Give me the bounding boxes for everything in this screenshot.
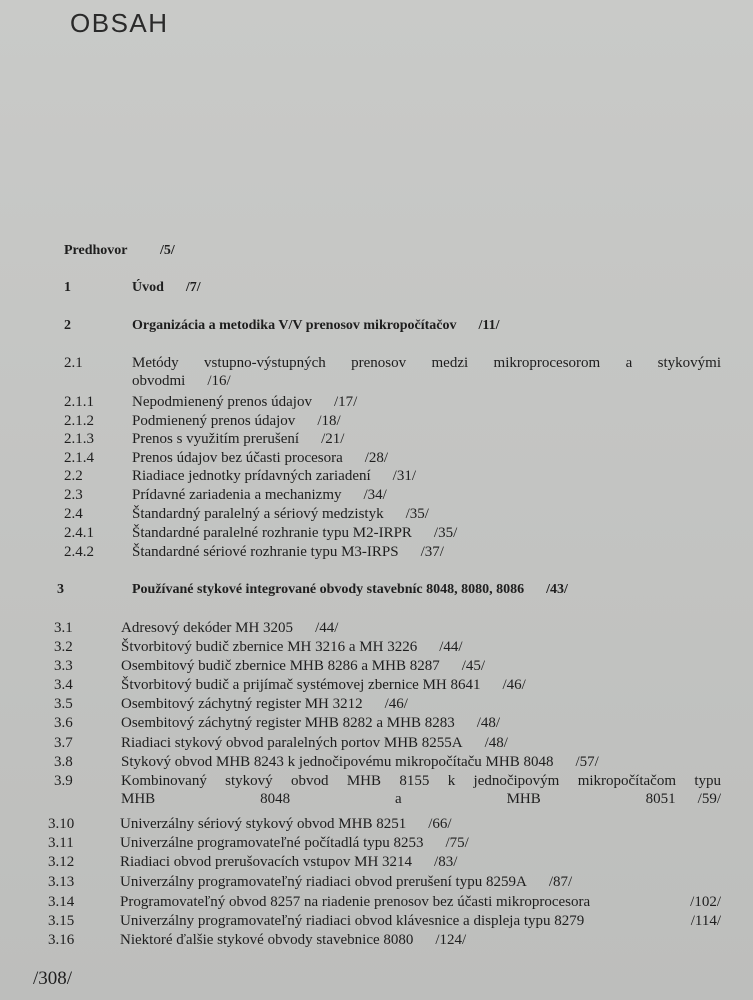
toc-entry-title: Univerzálny programovateľný riadiaci obvod klávesnice a displeja typu 8279 [120,913,585,929]
toc-entry-text [121,657,485,675]
toc-entry-title-continued: obvodmi [132,373,186,389]
toc-entry-number: 1 [64,280,71,295]
toc-entry-title: Stykový obvod MHB 8243 k jednočipovému mikropočítaču MHB 8048 [121,754,554,770]
toc-entry-page: /11/ [478,318,500,333]
toc-entry-page: /17/ [333,394,358,410]
toc-entry-title: Riadiaci stykový obvod paralelných portov MHB 8255A [121,735,463,751]
toc-entry-title: Osembitový záchytný register MHB 8282 a MHB 8283 [121,715,455,731]
toc-entry-number: 2.2 [64,468,83,484]
toc-entry-page: /83/ [434,854,458,870]
toc-entry-page: /46/ [384,696,408,712]
toc-entry-number: 3.13 [48,874,75,890]
toc-entry-title: Štandardný paralelný a sériový medzistyk [132,506,384,522]
toc-entry-text [120,912,721,930]
toc-entry-number: 3.1 [54,620,73,636]
toc-entry-title: Riadiace jednotky prídavných zariadení [132,468,371,484]
toc-entry-title: Metódy vstupno-výstupných prenosov medzi mikroprocesorom a stykovými [132,355,721,371]
toc-entry-title: Štvorbitový budič a prijímač systémovej zbernice MH 8641 [121,677,481,693]
toc-entry-text [132,317,499,335]
toc-entry-text [121,638,463,656]
toc-entry-title: Úvod [132,280,164,295]
toc-entry-number: 2.1.3 [64,431,94,447]
page-number: /308/ [33,968,73,989]
toc-entry-text [160,242,175,260]
toc-entry-title: Štandardné paralelné rozhranie typu M2-IRPR [132,525,412,541]
toc-entry-number: 2.1.2 [64,413,94,429]
toc-entry-title: Kombinovaný stykový obvod MHB 8155 k jednočipovým mikropočítačom typu [121,773,721,789]
toc-entry-title: Štandardné sériové rozhranie typu M3-IRPS [132,544,399,560]
toc-entry-number: 3.7 [54,735,73,751]
toc-entry-title: Niektoré ďalšie stykové obvody stavebnice 8080 [120,932,414,948]
toc-entry-title: Univerzálny programovateľný riadiaci obvod prerušení typu 8259A [120,874,527,890]
toc-entry-title: Osembitový budič zbernice MHB 8286 a MHB 8287 [121,658,440,674]
toc-entry-number: 3 [57,582,64,597]
toc-entry-page: /44/ [315,620,339,636]
toc-entry-page: /45/ [461,658,486,674]
toc-entry-page: /114/ [690,913,721,929]
toc-entry-page: /7/ [185,280,201,295]
toc-entry-number: 3.12 [48,854,75,870]
toc-entry-text [132,449,388,467]
toc-entry-text [132,581,568,599]
toc-entry-page: /124/ [435,932,467,948]
toc-entry-title: Prenos s využitím prerušení [132,431,300,447]
toc-entry-page: /46/ [502,677,526,693]
toc-entry-text [132,430,344,448]
toc-entry-text [132,543,444,561]
toc-entry-text [132,467,416,485]
toc-entry-text [132,524,457,542]
toc-entry-number: 3.14 [48,894,75,910]
toc-entry-text [121,714,500,732]
toc-entry-text [120,931,466,949]
toc-entry-text [121,753,599,771]
toc-entry-number: 3.11 [48,835,74,851]
page-title: OBSAH [70,8,169,38]
toc-entry-page: /5/ [160,243,175,258]
toc-entry-title-continued: MHB 8048 a MHB 8051 [121,791,676,807]
toc-entry-page: /21/ [321,431,345,447]
toc-entry-number: 3.3 [54,658,73,674]
toc-entry-number: 2.1 [64,355,83,371]
toc-entry-number: 3.9 [54,773,73,789]
toc-entry-number: 2.4 [64,506,83,522]
toc-entry-page: /18/ [317,413,341,429]
toc-entry-text [132,279,201,297]
toc-entry-text [121,695,408,713]
toc-entry-text [121,619,338,637]
toc-entry-page: /37/ [420,544,444,560]
toc-entry-number: 2.4.2 [64,544,94,560]
toc-entry-page: /43/ [546,582,568,597]
toc-entry-title: Osembitový záchytný register MH 3212 [121,696,363,712]
toc-entry-page: /102/ [690,894,721,910]
toc-entry-title: Riadiaci obvod prerušovacích vstupov MH 3214 [120,854,413,870]
toc-entry-page: /44/ [439,639,463,655]
toc-entry-number: 3.16 [48,932,75,948]
toc-entry-number: 2.4.1 [64,525,94,541]
toc-entry-text [120,815,452,833]
toc-entry-number: 3.6 [54,715,73,731]
toc-entry-page: /16/ [207,373,231,389]
toc-entry-title: Univerzálny sériový stykový obvod MHB 8251 [120,816,407,832]
toc-entry-text [120,893,721,911]
toc-entry-page: /35/ [433,525,458,541]
toc-entry-number: 3.15 [48,913,75,929]
toc-entry-page: /48/ [484,735,508,751]
toc-entry-text [132,354,721,390]
toc-entry-title: Univerzálne programovateľné počítadlá typu 8253 [120,835,424,851]
toc-entry-text [120,873,572,891]
toc-entry-text [120,834,469,852]
toc-entry-title: Nepodmienený prenos údajov [132,394,312,410]
toc-entry-text [120,853,457,871]
toc-entry-number: 3.4 [54,677,73,693]
toc-entry-page: /48/ [476,715,501,731]
toc-entry-page: /28/ [364,450,389,466]
toc-entry-number: 2.1.1 [64,394,94,410]
toc-entry-title: Používané stykové integrované obvody stavebníc 8048, 8080, 8086 [132,582,525,597]
toc-entry-text [132,505,429,523]
toc-entry-number: 2 [64,318,71,333]
toc-entry-number: 2.1.4 [64,450,94,466]
toc-entry-page: /59/ [697,791,721,807]
toc-entry-number: 3.8 [54,754,73,770]
toc-entry-number: 3.2 [54,639,73,655]
toc-entry-text [132,412,341,430]
toc-entry-text [132,486,387,504]
toc-entry-title: Programovateľný obvod 8257 na riadenie prenosov bez účasti mikroprocesora [120,894,591,910]
toc-entry-page: /75/ [445,835,469,851]
toc-entry-number: 3.10 [48,816,75,832]
toc-entry-page: /34/ [363,487,387,503]
toc-entry-title: Štvorbitový budič zbernice MH 3216 a MH 3226 [121,639,418,655]
toc-entry-title: Prídavné zariadenia a mechanizmy [132,487,342,503]
toc-entry-page: /66/ [428,816,452,832]
toc-entry-page: /31/ [392,468,416,484]
toc-entry-number: Predhovor [64,243,128,258]
toc-entry-title: Adresový dekóder MH 3205 [121,620,294,636]
toc-entry-text [132,393,357,411]
toc-entry-title: Organizácia a metodika V/V prenosov mikropočítačov [132,318,457,333]
toc-entry-text [121,772,721,808]
toc-entry-page: /57/ [575,754,599,770]
toc-entry-page: /35/ [405,506,429,522]
toc-entry-number: 2.3 [64,487,83,503]
toc-entry-title: Prenos údajov bez účasti procesora [132,450,343,466]
toc-entry-text [121,676,526,694]
toc-entry-number: 3.5 [54,696,73,712]
toc-entry-text [121,734,508,752]
toc-entry-title: Podmienený prenos údajov [132,413,296,429]
toc-entry-page: /87/ [548,874,573,890]
